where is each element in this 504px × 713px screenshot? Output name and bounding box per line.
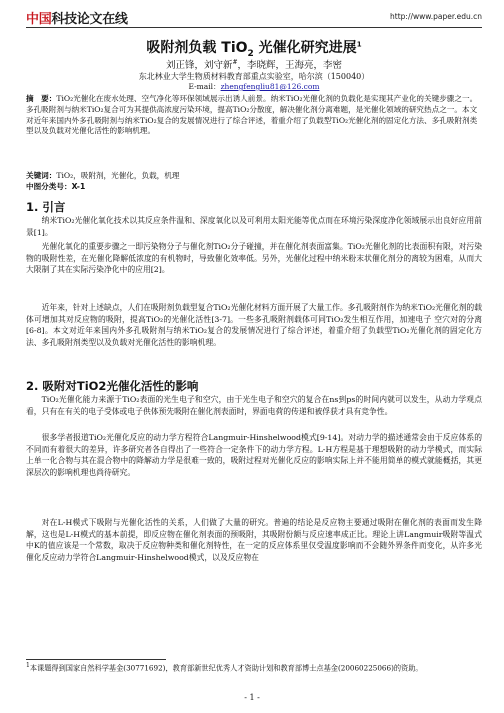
clc-label: 中图分类号： [26,182,72,191]
classification-number [26,182,482,193]
abstract-label: 摘 要： [26,94,57,103]
title-text-end: 光催化研究进展 [253,40,357,56]
page-header [26,9,482,25]
header-divider [26,27,482,28]
keywords-label: 关键词： [26,171,57,180]
footnote-mark: 1 [26,662,30,669]
section-heading-intro: 1. 引言 [26,200,66,214]
site-url[interactable]: http://www.paper.edu.cn [390,12,482,21]
email-link[interactable]: zhengfengliu81@126.com [220,82,320,91]
clc-value: X-1 [71,182,86,191]
logo-text-red: 中国 [26,11,52,27]
paragraph: 对在L-H模式下吸附与光催化活性的关系，人们做了大量的研究。普遍的结论是反应物主要通过吸附在催化剂的表面而发生降解，这也是L-H模式的基本前提，即反应物在催化剂表面的预吸附，其吸附份额与反应速率成正比。理论上讲Langmuir吸附等温式中K的值应该是一个常数，取决于反应物种类和催化剂特性，在一定的反应体系里仅受温度影响而不会随外界条件而变化，从许多光催化反应动力学符合Langmuir-Hinshelwood模式，以及反应物在 [26,518,482,562]
site-logo[interactable] [26,9,128,25]
paragraph: 近年来，针对上述缺点，人们在吸附剂负载型复合TiO₂光催化材料方面开展了大量工作。多孔吸附剂作为纳米TiO₂光催化剂的载体可增加其对反应物的吸附，提高TiO₂的光催化活性[3-7]。一些多孔吸附剂载体可同TiO₂发生相互作用，加速电子 空穴对的分离[6-8]。本文对近年来国内外多孔吸附剂与纳米TiO₂复合的发展情况进行了综合评述，着重介绍了负载型TiO₂光催化剂的固定化方法、多孔吸附剂类型以及负载对光催化活性的影响机理。 [26,303,482,347]
paragraph: TiO₂光催化能力来源于TiO₂表面的光生电子和空穴，由于光生电子和空穴的复合在ns到ps的时间内就可以发生，从动力学观点看，只有在有关的电子受体或电子供体预先吸附在催化剂表面时，界面电荷的传递和被俘获才具有竞争性。 [26,395,482,416]
corresponding-mark: # [232,58,238,66]
abstract [26,94,482,170]
authors-text-rest: ，李晓辉，王海亮，李密 [237,60,343,71]
footnote [26,661,482,682]
keywords [26,171,482,182]
email-line [26,81,482,92]
authors-text: 刘正锋，刘守新 [165,60,233,71]
paragraph: 纳米TiO₂光催化氧化技术以其反应条件温和、深度氧化以及可利用太阳光能等优点而在环境污染深度净化领域展示出良好应用前景[1]。 [26,216,482,237]
paper-title [26,37,482,59]
abstract-text: TiO₂光催化在废水处理、空气净化等环保领域展示出诱人前景。纳米TiO₂光催化剂的负载化是实现其产业化的关键步骤之一。多孔吸附剂与纳米TiO₂复合可为其提供高浓度污染环境，提高TiO₂分散度，解决催化剂分离难题，是光催化领域的研究热点之一。本文对近年来国内外多孔吸附剂与纳米TiO₂复合的发展情况进行了综合评述，着重介绍了负载型TiO₂光催化剂的固定化方法、多孔吸附剂类型以及负载对光催化活性的影响机理。 [26,94,478,136]
logo-text-dark: 科技论文在线 [51,11,128,27]
footnote-text: 本课题得到国家自然科学基金(30771692)，教育部新世纪优秀人才资助计划和教育部博士点基金(20060225066)的资助。 [29,663,423,673]
paragraph: 很多学者报道TiO₂光催化反应的动力学方程符合Langmuir-Hinshelwood模式[9-14]。对动力学的描述通常会由于反应体系的不同而有着很大的差异，许多研究者各自得出了一些符合一定条件下的动力学方程。L-H方程是基于理想吸附的动力学模式，而实际上单一化合物与其在混合物中的降解动力学是很难一致的，吸附过程对光催化反应的影响实际上并不能用简单的模式就能概括，其更深层次的影响机理也尚待研究。 [26,433,482,477]
email-label: E-mail： [188,82,221,91]
section-heading-adsorption: 2. 吸附对TiO2光催化活性的影响 [26,379,199,393]
title-text: 吸附剂负载 TiO [146,40,248,56]
title-subscript: 2 [247,48,254,59]
title-footnote-mark: 1 [356,40,362,49]
keywords-text: TiO₂，吸附剂，光催化，负载，机理 [56,171,180,180]
footnote-divider [26,659,166,660]
paragraph: 光催化氧化的重要步骤之一即污染物分子与催化剂TiO₂分子碰撞，并在催化剂表面富集。TiO₂光催化剂的比表面积有限，对污染物的吸附性差，在光催化降解低浓度的有机物时，导致催化效率低。另外，光催化过程中纳米粉末状催化剂分的离较为困难，从而大大限制了其在实际污染净化中的应用[2]。 [26,242,482,275]
author-list [26,57,482,71]
page-number: - 1 - [244,693,260,702]
affiliation: 东北林业大学生物质材料教育部重点实验室，哈尔滨（150040） [138,72,370,81]
